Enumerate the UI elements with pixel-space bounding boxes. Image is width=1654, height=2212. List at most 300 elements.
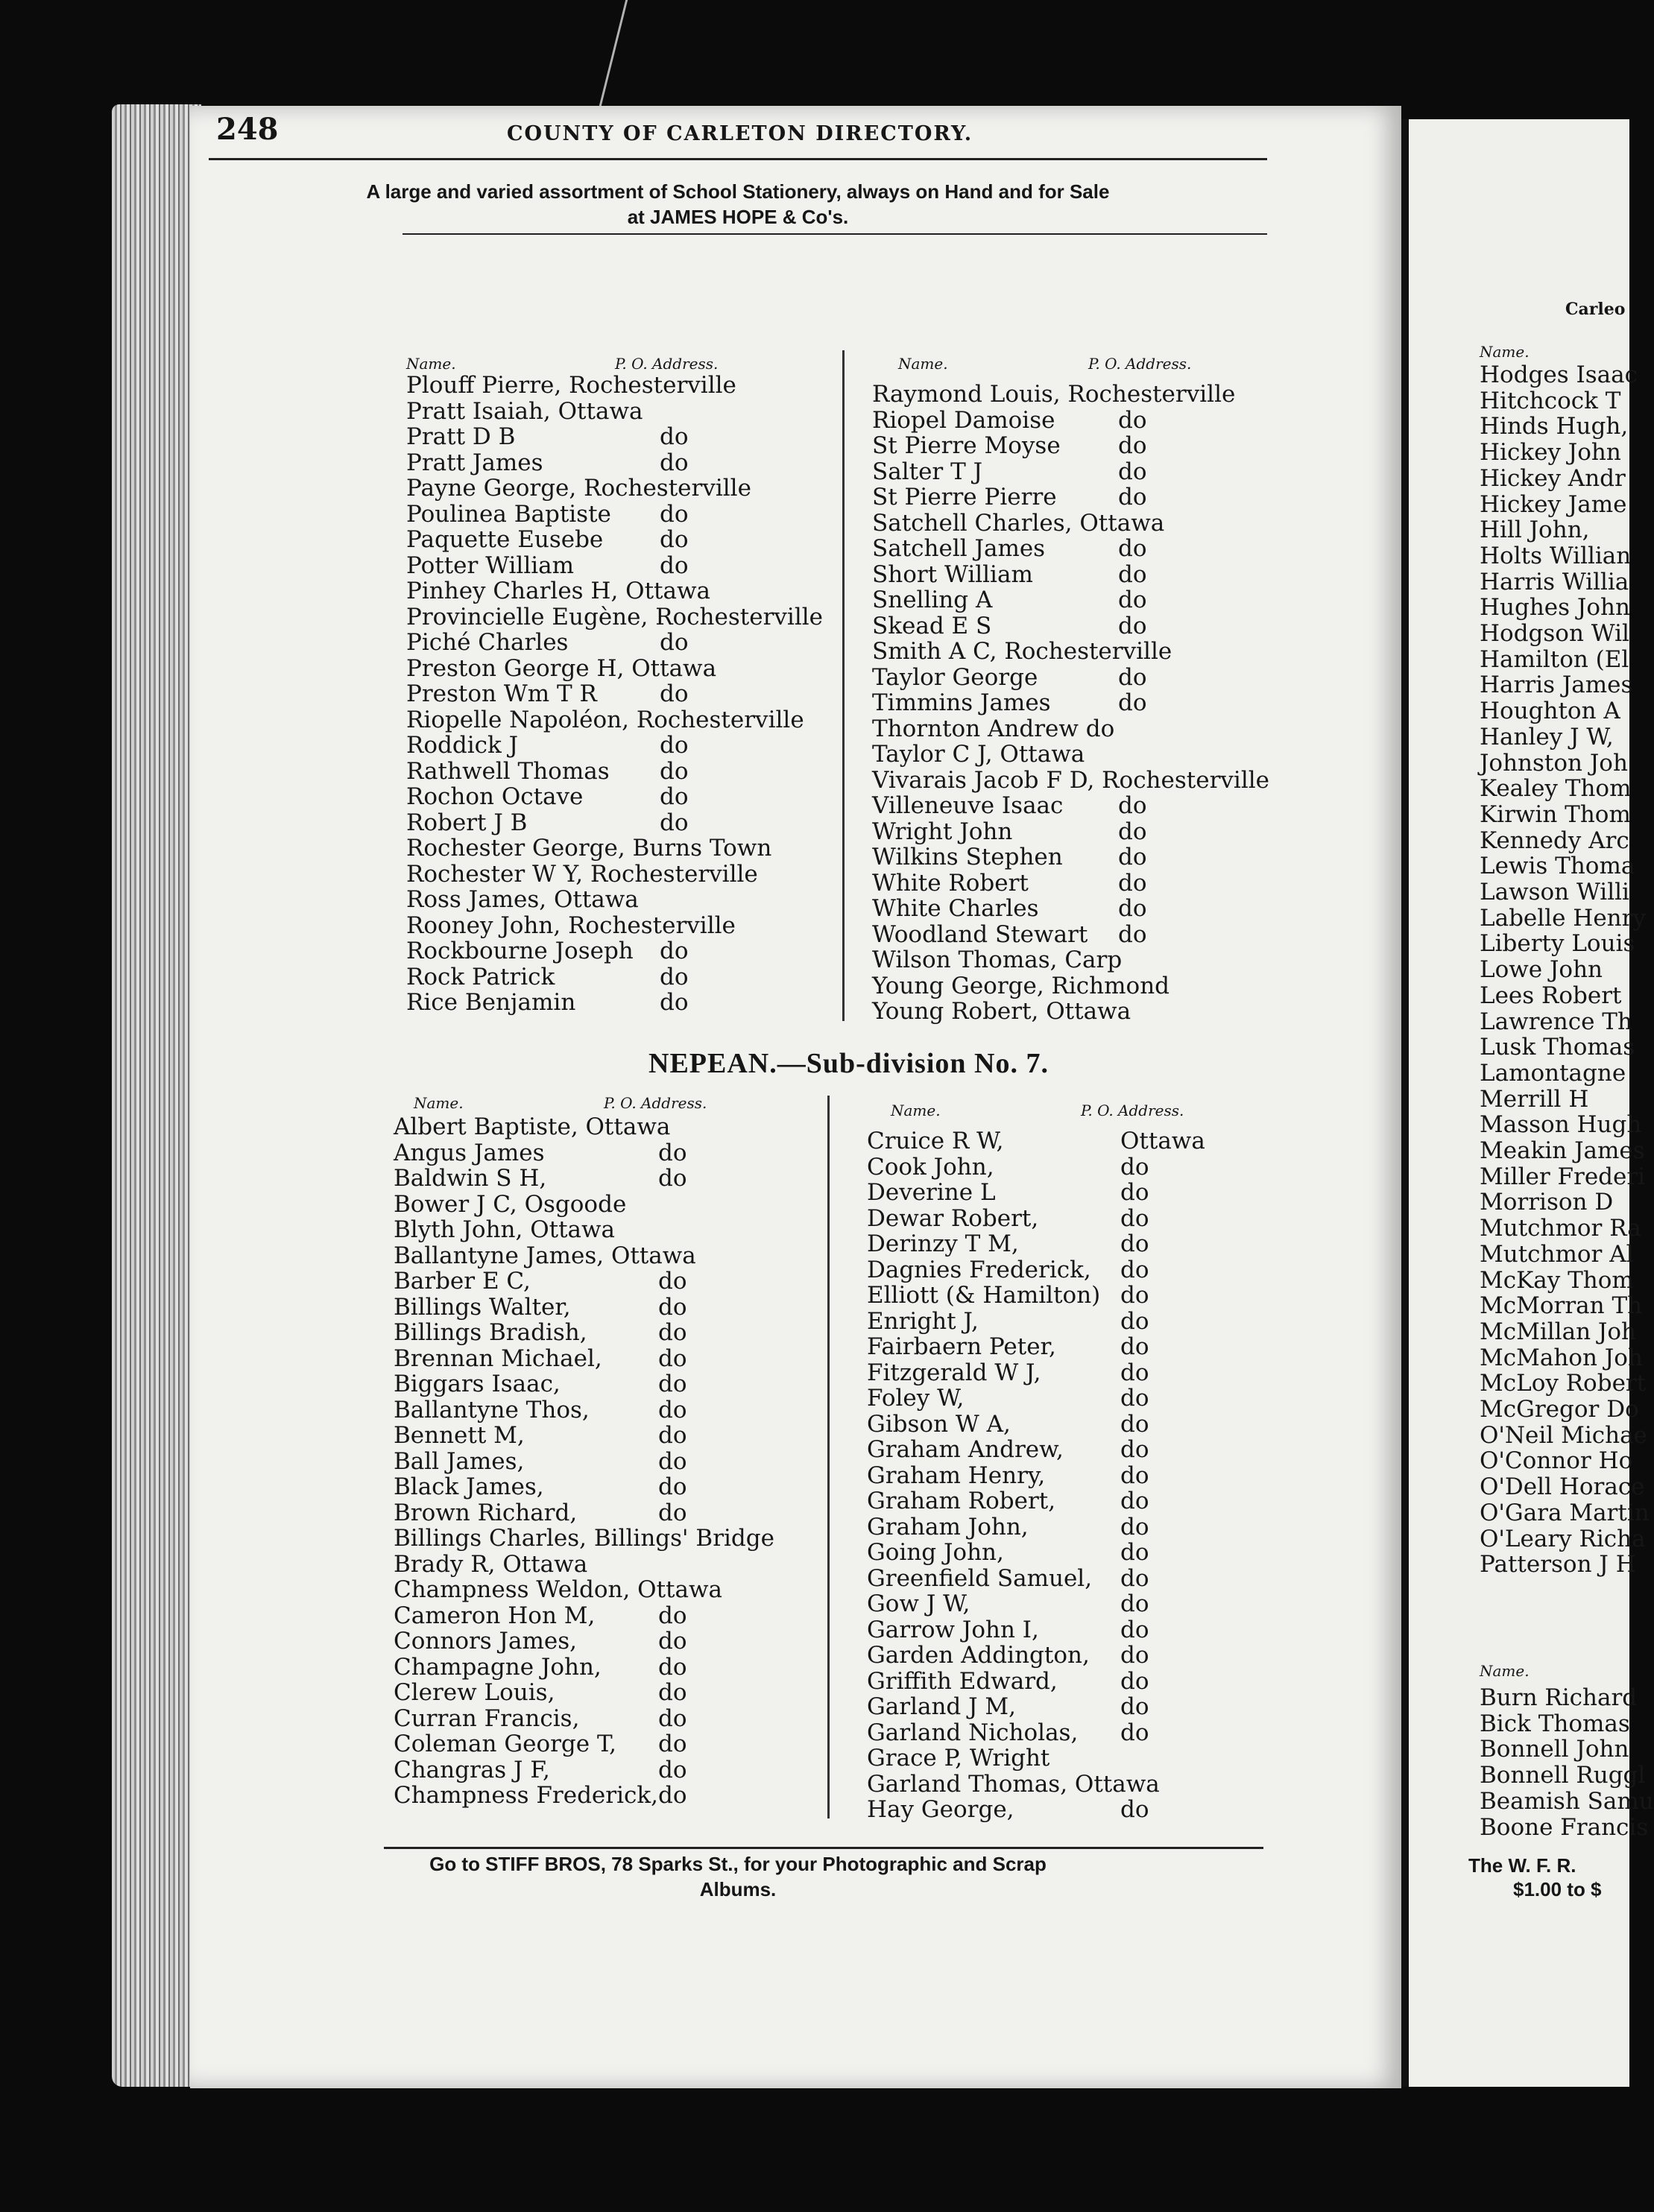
entry-address: do xyxy=(1120,1488,1149,1514)
facing-entry: Lawrence Th xyxy=(1480,1008,1632,1035)
facing-entry: Hitchcock T xyxy=(1480,387,1621,414)
entry-address: do xyxy=(1118,920,1147,948)
directory-entry xyxy=(867,1540,1284,1566)
entry-name: Pinhey Charles H, Ottawa xyxy=(406,578,710,604)
entry-address: do xyxy=(1118,818,1147,845)
col-header-name-top-right: Name. xyxy=(898,355,948,373)
facing-entry: Hanley J W, xyxy=(1480,723,1614,750)
directory-entry xyxy=(406,553,839,579)
entry-name: Fairbaern Peter, xyxy=(867,1333,1056,1360)
entry-name: Roddick J xyxy=(406,732,519,759)
entry-name: Ballantyne Thos, xyxy=(394,1396,590,1423)
entry-address: do xyxy=(660,963,689,990)
directory-entry xyxy=(394,1757,826,1783)
ad-rule xyxy=(403,233,1267,235)
facing-entry: McGregor Do xyxy=(1480,1396,1639,1423)
running-title: COUNTY OF CARLETON DIRECTORY. xyxy=(507,122,973,145)
directory-entry xyxy=(867,1463,1284,1489)
entry-address: do xyxy=(658,1344,687,1372)
facing-entry: Miller Frederi xyxy=(1480,1163,1646,1190)
entry-address: do xyxy=(1120,1719,1149,1746)
directory-entry xyxy=(867,1206,1284,1232)
directory-entry xyxy=(394,1346,826,1372)
entry-name: Preston Wm T R xyxy=(406,680,597,707)
directory-entry xyxy=(406,887,839,913)
directory-entry xyxy=(394,1243,826,1269)
directory-entry xyxy=(394,1731,826,1757)
top-left-entries xyxy=(406,373,839,1016)
entry-name: Wilkins Stephen xyxy=(872,844,1063,870)
bottom-column-divider xyxy=(827,1096,830,1818)
col-header-address-top-right: P. O. Address. xyxy=(1088,355,1192,373)
directory-entry xyxy=(872,793,1290,819)
entry-name: Garland Nicholas, xyxy=(867,1719,1079,1746)
entry-address: do xyxy=(1120,1256,1149,1283)
directory-entry xyxy=(867,1412,1284,1438)
entry-name: Dewar Robert, xyxy=(867,1204,1039,1232)
entry-address: do xyxy=(658,1756,687,1783)
directory-entry xyxy=(394,1783,826,1809)
entry-address: do xyxy=(1120,1590,1149,1617)
facing-entry: Kirwin Thom xyxy=(1480,800,1631,828)
directory-entry xyxy=(394,1371,826,1397)
directory-entry xyxy=(406,578,839,604)
facing-entry: Morrison D xyxy=(1480,1189,1614,1216)
entry-name: Raymond Louis, Rochesterville xyxy=(872,381,1236,408)
directory-entry xyxy=(872,408,1290,434)
directory-entry xyxy=(394,1680,826,1706)
directory-entry xyxy=(406,475,839,502)
directory-entry xyxy=(394,1268,826,1295)
entry-address: do xyxy=(658,1447,687,1475)
directory-entry xyxy=(394,1474,826,1500)
entry-address: do xyxy=(660,423,689,450)
entry-name: Dagnies Frederick, xyxy=(867,1256,1091,1283)
directory-entry xyxy=(867,1231,1284,1257)
facing-entry: Houghton A xyxy=(1480,698,1620,725)
facing-entry: Mutchmor Ra xyxy=(1480,1215,1641,1242)
directory-entry xyxy=(872,973,1290,999)
facing-col-header-name: Name. xyxy=(1480,343,1530,361)
facing-entry: O'Neil Michae xyxy=(1480,1421,1647,1449)
facing-entry: Hodgson Wil xyxy=(1480,620,1629,647)
entry-address: do xyxy=(1120,1513,1149,1540)
facing-entry: Lawson Willi xyxy=(1480,879,1629,906)
entry-name: Satchell Charles, Ottawa xyxy=(872,509,1165,537)
entry-name: Deverine L xyxy=(867,1179,996,1206)
entry-name: Black James, xyxy=(394,1473,544,1500)
entry-address: do xyxy=(1118,663,1147,691)
entry-address: do xyxy=(660,809,689,836)
entry-name: Baldwin S H, xyxy=(394,1165,547,1192)
entry-address: do xyxy=(658,1371,687,1397)
entry-name: Changras J F, xyxy=(394,1756,550,1783)
entry-address: do xyxy=(1118,560,1147,588)
entry-address: do xyxy=(1120,1307,1149,1335)
facing-entry: Burn Richard xyxy=(1480,1684,1638,1711)
directory-entry xyxy=(394,1114,826,1140)
facing-entry: O'Connor Ho xyxy=(1480,1447,1633,1475)
entry-name: Champagne John, xyxy=(394,1653,602,1681)
entry-name: Hay George, xyxy=(867,1796,1014,1823)
facing-entry: Johnston Joh xyxy=(1480,749,1628,777)
facing-entry: Hickey Jame xyxy=(1480,490,1627,518)
entry-name: Robert J B xyxy=(406,809,528,836)
entry-name: Biggars Isaac, xyxy=(394,1371,561,1397)
directory-entry xyxy=(867,1385,1284,1412)
entry-name: Payne George, Rochesterville xyxy=(406,475,751,502)
entry-address: do xyxy=(1118,406,1147,434)
entry-name: Garden Addington, xyxy=(867,1642,1090,1669)
directory-entry xyxy=(867,1669,1284,1695)
entry-name: Champness Frederick, xyxy=(394,1782,658,1809)
entry-name: Paquette Eusebe xyxy=(406,526,604,553)
directory-entry xyxy=(406,502,839,528)
entry-name: Graham Andrew, xyxy=(867,1436,1064,1463)
facing-entry: Liberty Louis xyxy=(1480,930,1635,958)
directory-entry xyxy=(394,1295,826,1321)
entry-name: Rock Patrick xyxy=(406,963,555,990)
entry-name: Griffith Edward, xyxy=(867,1667,1058,1695)
directory-entry xyxy=(394,1706,826,1732)
directory-entry xyxy=(872,562,1290,588)
entry-name: Rathwell Thomas xyxy=(406,757,610,785)
entry-name: Taylor C J, Ottawa xyxy=(872,741,1085,768)
facing-page-fragment xyxy=(1401,119,1654,2087)
directory-entry xyxy=(867,1334,1284,1360)
directory-entry xyxy=(406,913,839,939)
directory-entry xyxy=(394,1449,826,1475)
entry-address: do xyxy=(1118,484,1147,511)
directory-entry xyxy=(872,768,1290,794)
directory-entry xyxy=(872,716,1290,742)
directory-entry xyxy=(406,938,839,964)
entry-address: do xyxy=(658,1731,687,1757)
entry-name: Greenfield Samuel, xyxy=(867,1564,1093,1592)
facing-entry: Masson Hugh xyxy=(1480,1111,1642,1139)
entry-address: do xyxy=(1118,458,1147,485)
directory-entry xyxy=(867,1283,1284,1309)
bottom-ad-line-2: Albums. xyxy=(699,1878,777,1900)
entry-name: Rooney John, Rochesterville xyxy=(406,911,736,939)
directory-entry xyxy=(394,1192,826,1218)
col-header-address-bottom-right: P. O. Address. xyxy=(1081,1102,1184,1119)
entry-address: do xyxy=(1120,1564,1149,1592)
bottom-ad-line-1: Go to STIFF BROS, 78 Sparks St., for your Photographic and Scrap xyxy=(429,1853,1047,1875)
entry-address: do xyxy=(660,629,689,656)
facing-entry: Hickey Andr xyxy=(1480,464,1626,492)
entry-name: Taylor George xyxy=(872,663,1038,691)
facing-entry: Patterson J H xyxy=(1480,1551,1636,1579)
directory-entry xyxy=(872,639,1290,665)
entry-name: St Pierre Pierre xyxy=(872,484,1057,511)
entry-address: do xyxy=(658,1396,687,1423)
entry-name: Coleman George T, xyxy=(394,1731,616,1757)
facing-entry: Lowe John xyxy=(1480,956,1603,984)
entry-address: do xyxy=(1120,1410,1149,1438)
entry-name: Garland Thomas, Ottawa xyxy=(867,1770,1160,1798)
entry-address: do xyxy=(660,938,689,964)
top-ad-line-2: at JAMES HOPE & Co's. xyxy=(627,206,849,228)
entry-name: Derinzy T M, xyxy=(867,1230,1019,1257)
facing-entry: Harris James xyxy=(1480,672,1633,699)
facing-entry: Lewis Thoma xyxy=(1480,853,1635,880)
directory-entry xyxy=(867,1154,1284,1181)
facing-entry: Meakin James xyxy=(1480,1137,1645,1164)
entry-name: Angus James xyxy=(394,1139,545,1166)
directory-entry xyxy=(406,759,839,785)
facing-entry: Bick Thomas xyxy=(1480,1710,1630,1737)
directory-entry xyxy=(872,922,1290,948)
entry-address: do xyxy=(1120,1204,1149,1232)
entry-name: Brown Richard, xyxy=(394,1499,578,1526)
facing-page-title: Carleo xyxy=(1565,300,1626,319)
facing-entry: Boone Francis xyxy=(1480,1813,1649,1841)
entry-name: Ball James, xyxy=(394,1447,525,1475)
directory-entry xyxy=(406,373,839,399)
facing-entry: Kennedy Arc xyxy=(1480,827,1629,854)
entry-name: Woodland Stewart xyxy=(872,920,1088,948)
facing-entry: Bonnell John xyxy=(1480,1736,1629,1763)
bottom-right-entries xyxy=(867,1128,1284,1823)
directory-entry xyxy=(867,1437,1284,1463)
entry-address: do xyxy=(1120,1642,1149,1669)
entry-address: do xyxy=(660,783,689,810)
directory-entry xyxy=(406,630,839,656)
entry-name: Billings Charles, Billings' Bridge xyxy=(394,1525,774,1552)
entry-address: do xyxy=(658,1422,687,1449)
directory-entry xyxy=(867,1643,1284,1669)
entry-name: Young George, Richmond xyxy=(872,972,1170,999)
directory-entry xyxy=(406,707,839,733)
entry-name: Garland J M, xyxy=(867,1693,1017,1720)
facing-entry: Lamontagne xyxy=(1480,1059,1626,1087)
facing-entry: Hinds Hugh, xyxy=(1480,413,1629,440)
entry-name: Pratt Isaiah, Ottawa xyxy=(406,397,643,425)
directory-entry xyxy=(867,1128,1284,1154)
directory-entry xyxy=(406,990,839,1016)
book-page-edges xyxy=(112,104,201,2087)
entry-name: Villeneuve Isaac xyxy=(872,792,1064,819)
entry-name: Bennett M, xyxy=(394,1422,525,1449)
entry-name: Brennan Michael, xyxy=(394,1344,602,1372)
entry-address: do xyxy=(658,1602,687,1629)
entry-name: Potter William xyxy=(406,552,575,579)
directory-entry xyxy=(406,733,839,759)
entry-name: Going John, xyxy=(867,1539,1004,1566)
entry-address: do xyxy=(1120,1359,1149,1386)
directory-entry xyxy=(406,604,839,631)
entry-address: do xyxy=(1118,432,1147,459)
entry-name: Satchell James xyxy=(872,535,1046,562)
directory-entry xyxy=(872,819,1290,845)
entry-name: Foley W, xyxy=(867,1385,965,1412)
entry-name: Thornton Andrew do xyxy=(872,715,1115,742)
entry-name: Fitzgerald W J, xyxy=(867,1359,1041,1386)
page-header xyxy=(216,112,1260,157)
entry-address: do xyxy=(658,1268,687,1295)
directory-entry xyxy=(406,399,839,425)
directory-entry xyxy=(867,1360,1284,1386)
entry-name: Skead E S xyxy=(872,612,992,639)
entry-address: do xyxy=(1120,1436,1149,1463)
entry-name: Pratt D B xyxy=(406,423,516,450)
entry-address: do xyxy=(1120,1230,1149,1257)
directory-entry xyxy=(872,665,1290,691)
directory-entry xyxy=(394,1500,826,1526)
facing-entry: Hughes John xyxy=(1480,594,1630,622)
entry-name: Rochester George, Burns Town xyxy=(406,835,772,862)
directory-entry xyxy=(406,424,839,450)
facing-entry: Hill John, xyxy=(1480,516,1590,544)
directory-entry xyxy=(867,1772,1284,1798)
directory-entry xyxy=(872,484,1290,511)
entry-name: Brady R, Ottawa xyxy=(394,1550,588,1578)
facing-entry: O'Leary Richa xyxy=(1480,1525,1646,1552)
directory-entry xyxy=(406,835,839,862)
facing-entry: Hickey John xyxy=(1480,439,1621,467)
directory-entry xyxy=(394,1577,826,1603)
page-number: 248 xyxy=(216,112,279,147)
directory-entry xyxy=(867,1745,1284,1772)
entry-address: do xyxy=(658,1165,687,1192)
entry-name: Ballantyne James, Ottawa xyxy=(394,1242,696,1269)
entry-name: Gow J W, xyxy=(867,1590,970,1617)
entry-address: do xyxy=(1118,895,1147,922)
entry-name: White Charles xyxy=(872,895,1039,922)
directory-entry xyxy=(406,784,839,810)
entry-name: Curran Francis, xyxy=(394,1704,580,1732)
directory-entry xyxy=(394,1603,826,1629)
entry-name: Vivarais Jacob F D, Rochesterville xyxy=(872,766,1269,794)
directory-entry xyxy=(872,947,1290,973)
entry-name: Pratt James xyxy=(406,449,543,476)
entry-name: Timmins James xyxy=(872,689,1051,716)
directory-entry xyxy=(872,870,1290,897)
entry-address: do xyxy=(1118,535,1147,562)
top-right-entries xyxy=(872,382,1290,1025)
directory-entry xyxy=(867,1257,1284,1283)
entry-address: do xyxy=(1120,1796,1149,1823)
facing-entry: Merrill H xyxy=(1480,1085,1589,1113)
directory-entry xyxy=(872,459,1290,485)
directory-entry xyxy=(394,1166,826,1192)
entry-address: do xyxy=(658,1679,687,1706)
entry-address: do xyxy=(658,1139,687,1166)
entry-address: do xyxy=(1120,1667,1149,1695)
col-header-name-top-left: Name. xyxy=(406,355,456,373)
facing-entry: McLoy Robert xyxy=(1480,1370,1647,1397)
entry-name: Graham John, xyxy=(867,1513,1029,1540)
entry-name: Albert Baptiste, Ottawa xyxy=(394,1113,671,1140)
entry-address: do xyxy=(658,1782,687,1809)
directory-entry xyxy=(394,1655,826,1681)
entry-address: do xyxy=(1118,612,1147,639)
directory-entry xyxy=(867,1591,1284,1617)
entry-name: Ross James, Ottawa xyxy=(406,886,639,913)
entry-address: do xyxy=(1118,869,1147,897)
facing-ad-line-1: The W. F. R. xyxy=(1468,1854,1576,1877)
entry-address: do xyxy=(1120,1616,1149,1643)
entry-name: Enright J, xyxy=(867,1307,979,1335)
entry-name: Billings Walter, xyxy=(394,1293,571,1321)
entry-name: Cameron Hon M, xyxy=(394,1602,596,1629)
directory-entry xyxy=(394,1320,826,1346)
facing-entry: Hodges Isaac xyxy=(1480,361,1638,388)
col-header-address-top-left: P. O. Address. xyxy=(615,355,719,373)
directory-entry xyxy=(872,511,1290,537)
facing-entry: Mutchmor Al xyxy=(1480,1240,1634,1268)
col-header-address-bottom-left: P. O. Address. xyxy=(604,1094,707,1112)
top-column-divider xyxy=(842,350,845,1021)
top-ad-line-1: A large and varied assortment of School Stationery, always on Hand and for Sale xyxy=(366,180,1110,203)
entry-name: Rockbourne Joseph xyxy=(406,938,634,964)
entry-address: do xyxy=(658,1499,687,1526)
entry-name: Garrow John I, xyxy=(867,1616,1039,1643)
entry-name: Rochon Octave xyxy=(406,783,584,810)
entry-name: Bower J C, Osgoode xyxy=(394,1190,627,1218)
directory-entry xyxy=(406,964,839,990)
directory-entry xyxy=(872,999,1290,1025)
entry-address: do xyxy=(658,1653,687,1681)
entry-address: do xyxy=(658,1473,687,1500)
entry-name: Wright John xyxy=(872,818,1013,845)
entry-address: do xyxy=(660,526,689,553)
directory-entry xyxy=(394,1423,826,1449)
col-header-name-bottom-right: Name. xyxy=(891,1102,941,1119)
entry-address: do xyxy=(1120,1333,1149,1360)
entry-address: do xyxy=(660,500,689,528)
entry-name: Graham Henry, xyxy=(867,1462,1046,1489)
directory-entry xyxy=(394,1526,826,1552)
facing-entry: Beamish Samu xyxy=(1480,1787,1654,1815)
bottom-advertisement xyxy=(209,1851,1267,1902)
entry-name: Provincielle Eugène, Rochesterville xyxy=(406,603,823,631)
directory-entry xyxy=(867,1514,1284,1540)
directory-entry xyxy=(406,862,839,888)
facing-entry: McMillan Joh xyxy=(1480,1318,1636,1345)
facing-entry: Harris Willia xyxy=(1480,568,1629,595)
header-rule xyxy=(209,158,1267,160)
entry-name: Riopel Damoise xyxy=(872,406,1055,434)
directory-entry xyxy=(872,382,1290,408)
entry-name: Cook John, xyxy=(867,1153,994,1181)
directory-entry xyxy=(872,690,1290,716)
entry-name: Preston George H, Ottawa xyxy=(406,654,717,682)
entry-address: do xyxy=(1120,1385,1149,1412)
directory-entry xyxy=(867,1694,1284,1720)
facing-entry: Lees Robert xyxy=(1480,982,1622,1009)
entry-address: do xyxy=(1118,689,1147,716)
directory-entry xyxy=(406,656,839,682)
entry-name: Billings Bradish, xyxy=(394,1319,587,1346)
facing-entry: O'Dell Horace xyxy=(1480,1473,1645,1501)
entry-name: Piché Charles xyxy=(406,629,569,656)
directory-entry xyxy=(406,681,839,707)
directory-entry xyxy=(406,527,839,553)
directory-entry xyxy=(867,1797,1284,1823)
entry-name: Plouff Pierre, Rochesterville xyxy=(406,372,736,399)
entry-name: Wilson Thomas, Carp xyxy=(872,947,1123,973)
directory-entry xyxy=(867,1488,1284,1514)
entry-address: do xyxy=(660,552,689,579)
entry-name: Grace P, Wright xyxy=(867,1745,1050,1772)
directory-entry xyxy=(867,1309,1284,1335)
directory-entry xyxy=(867,1720,1284,1746)
facing-entry: McMorran Th xyxy=(1480,1292,1643,1320)
entry-name: Gibson W A, xyxy=(867,1410,1011,1438)
directory-entry xyxy=(872,536,1290,562)
